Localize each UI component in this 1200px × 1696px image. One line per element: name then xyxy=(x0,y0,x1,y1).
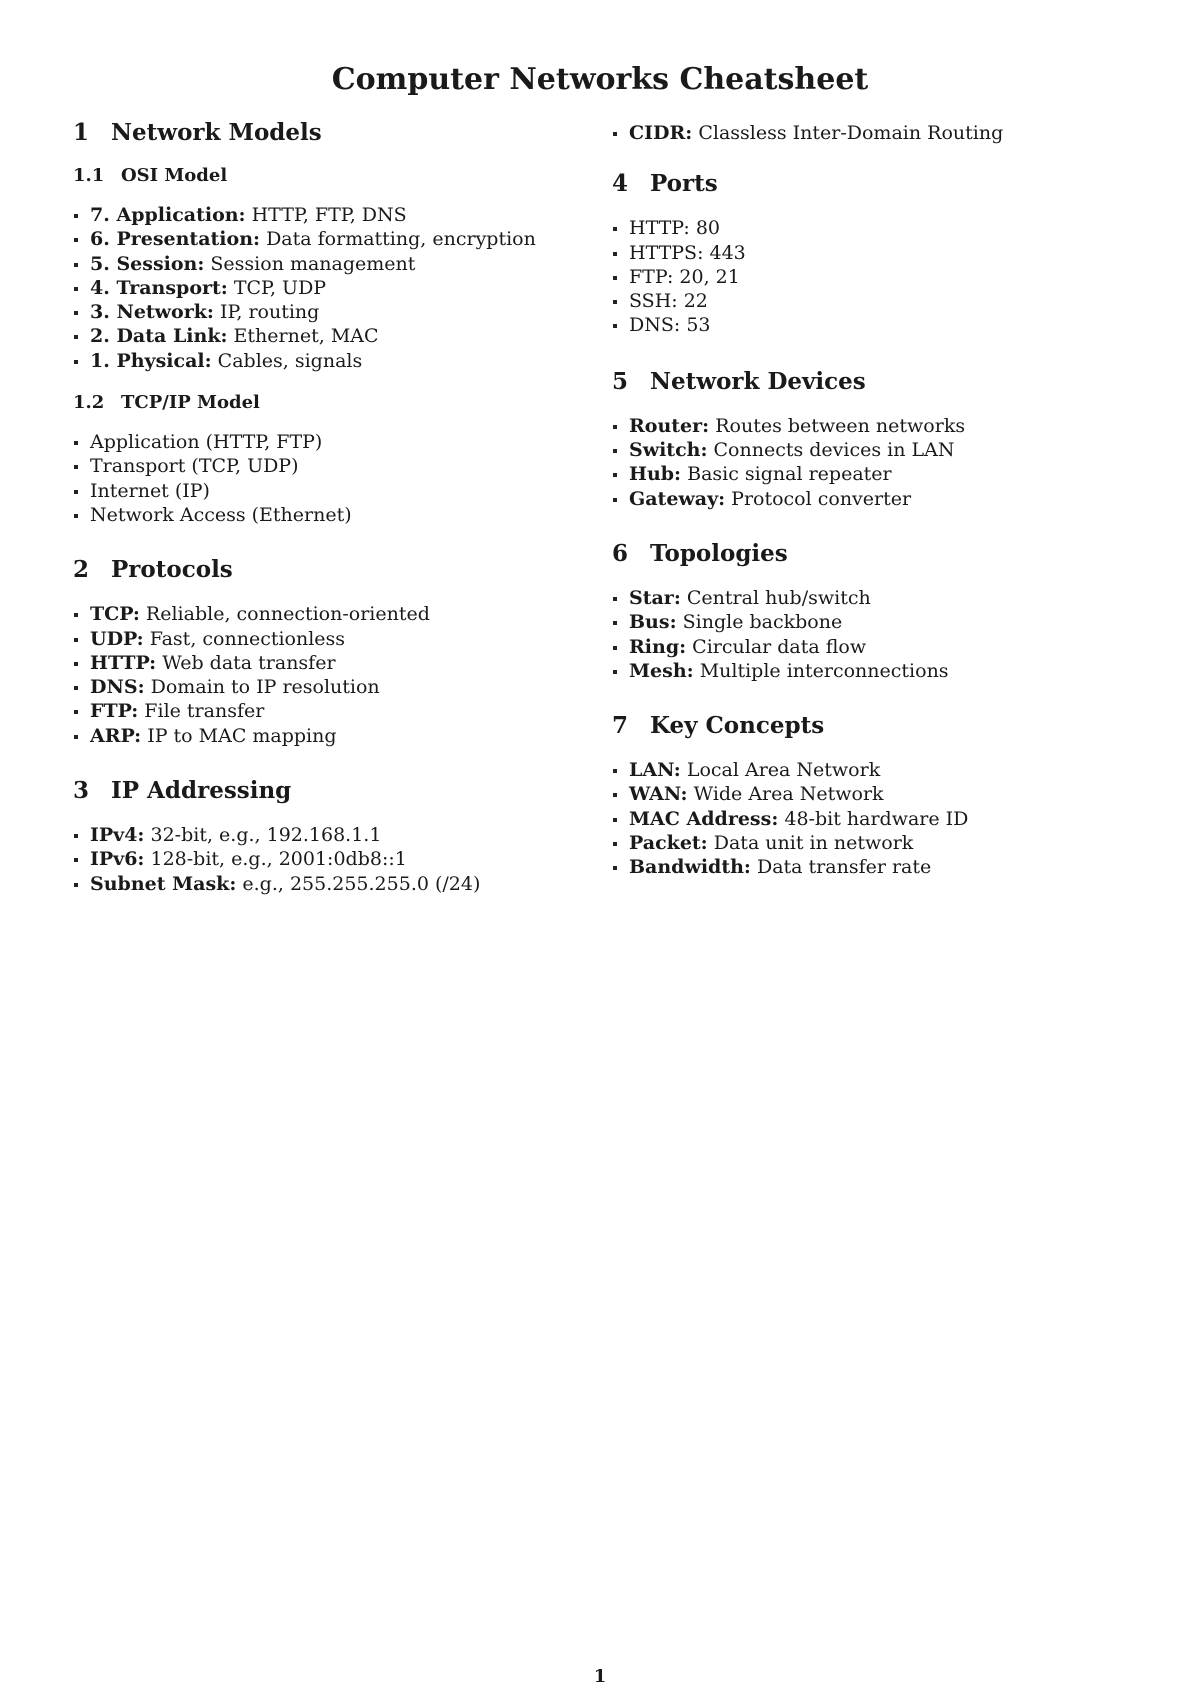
list-item: 2. Data Link: Ethernet, MAC xyxy=(73,324,593,348)
page-number: 1 xyxy=(593,1666,607,1687)
protocols-list xyxy=(73,602,593,748)
list-item: DNS: 53 xyxy=(612,313,1132,337)
subsection-heading-osi-model: 1.1 OSI Model xyxy=(73,165,228,186)
list-item: Network Access (Ethernet) xyxy=(73,503,593,527)
list-item: 6. Presentation: Data formatting, encryption xyxy=(73,227,593,251)
topologies-list xyxy=(612,586,1132,683)
network-devices-list xyxy=(612,414,1132,511)
list-item: UDP: Fast, connectionless xyxy=(73,627,593,651)
section-heading-protocols: 2 Protocols xyxy=(73,556,233,584)
list-item: 4. Transport: TCP, UDP xyxy=(73,276,593,300)
section-heading-topologies: 6 Topologies xyxy=(612,539,788,567)
document-title: Computer Networks Cheatsheet xyxy=(331,62,869,97)
list-item: SSH: 22 xyxy=(612,289,1132,313)
section-heading-key-concepts: 7 Key Concepts xyxy=(612,712,825,740)
list-item: Ring: Circular data flow xyxy=(612,635,1132,659)
list-item: ARP: IP to MAC mapping xyxy=(73,724,593,748)
list-item: WAN: Wide Area Network xyxy=(612,782,1132,806)
list-item: Subnet Mask: e.g., 255.255.255.0 (/24) xyxy=(73,872,593,896)
list-item: IPv6: 128-bit, e.g., 2001:0db8::1 xyxy=(73,847,593,871)
list-item: Mesh: Multiple interconnections xyxy=(612,659,1132,683)
list-item: Packet: Data unit in network xyxy=(612,831,1132,855)
section-heading-ports: 4 Ports xyxy=(612,170,718,198)
section-heading-network-models: 1 Network Models xyxy=(73,119,322,146)
list-item: Switch: Connects devices in LAN xyxy=(612,438,1132,462)
list-item: Application (HTTP, FTP) xyxy=(73,430,593,454)
list-item: 3. Network: IP, routing xyxy=(73,300,593,324)
subsection-heading-tcpip-model: 1.2 TCP/IP Model xyxy=(73,392,260,414)
list-item: Bandwidth: Data transfer rate xyxy=(612,855,1132,879)
list-item: TCP: Reliable, connection-oriented xyxy=(73,602,593,626)
list-item: CIDR: Classless Inter-Domain Routing xyxy=(612,121,1132,145)
list-item: HTTP: 80 xyxy=(612,216,1132,240)
list-item: HTTP: Web data transfer xyxy=(73,651,593,675)
list-item: LAN: Local Area Network xyxy=(612,758,1132,782)
section-heading-network-devices: 5 Network Devices xyxy=(612,367,866,395)
list-item: 7. Application: HTTP, FTP, DNS xyxy=(73,203,593,227)
osi-model-list xyxy=(73,203,593,373)
right-column xyxy=(612,118,1132,880)
list-item: Hub: Basic signal repeater xyxy=(612,462,1132,486)
list-item: Bus: Single backbone xyxy=(612,610,1132,634)
list-item: FTP: File transfer xyxy=(73,699,593,723)
list-item: Router: Routes between networks xyxy=(612,414,1132,438)
tcpip-model-list xyxy=(73,430,593,527)
list-item: Star: Central hub/switch xyxy=(612,586,1132,610)
list-item: FTP: 20, 21 xyxy=(612,265,1132,289)
list-item: HTTPS: 443 xyxy=(612,241,1132,265)
section-heading-ip-addressing: 3 IP Addressing xyxy=(73,777,292,805)
list-item: Transport (TCP, UDP) xyxy=(73,454,593,478)
list-item: 5. Session: Session management xyxy=(73,252,593,276)
list-item: IPv4: 32-bit, e.g., 192.168.1.1 xyxy=(73,823,593,847)
key-concepts-list xyxy=(612,758,1132,879)
list-item: Gateway: Protocol converter xyxy=(612,487,1132,511)
list-item: 1. Physical: Cables, signals xyxy=(73,349,593,373)
left-column xyxy=(73,118,593,896)
ports-list xyxy=(612,216,1132,337)
list-item: MAC Address: 48-bit hardware ID xyxy=(612,807,1132,831)
ip-addressing-list xyxy=(73,823,593,896)
ip-addressing-list-continued xyxy=(612,121,1132,145)
list-item: Internet (IP) xyxy=(73,479,593,503)
list-item: DNS: Domain to IP resolution xyxy=(73,675,593,699)
